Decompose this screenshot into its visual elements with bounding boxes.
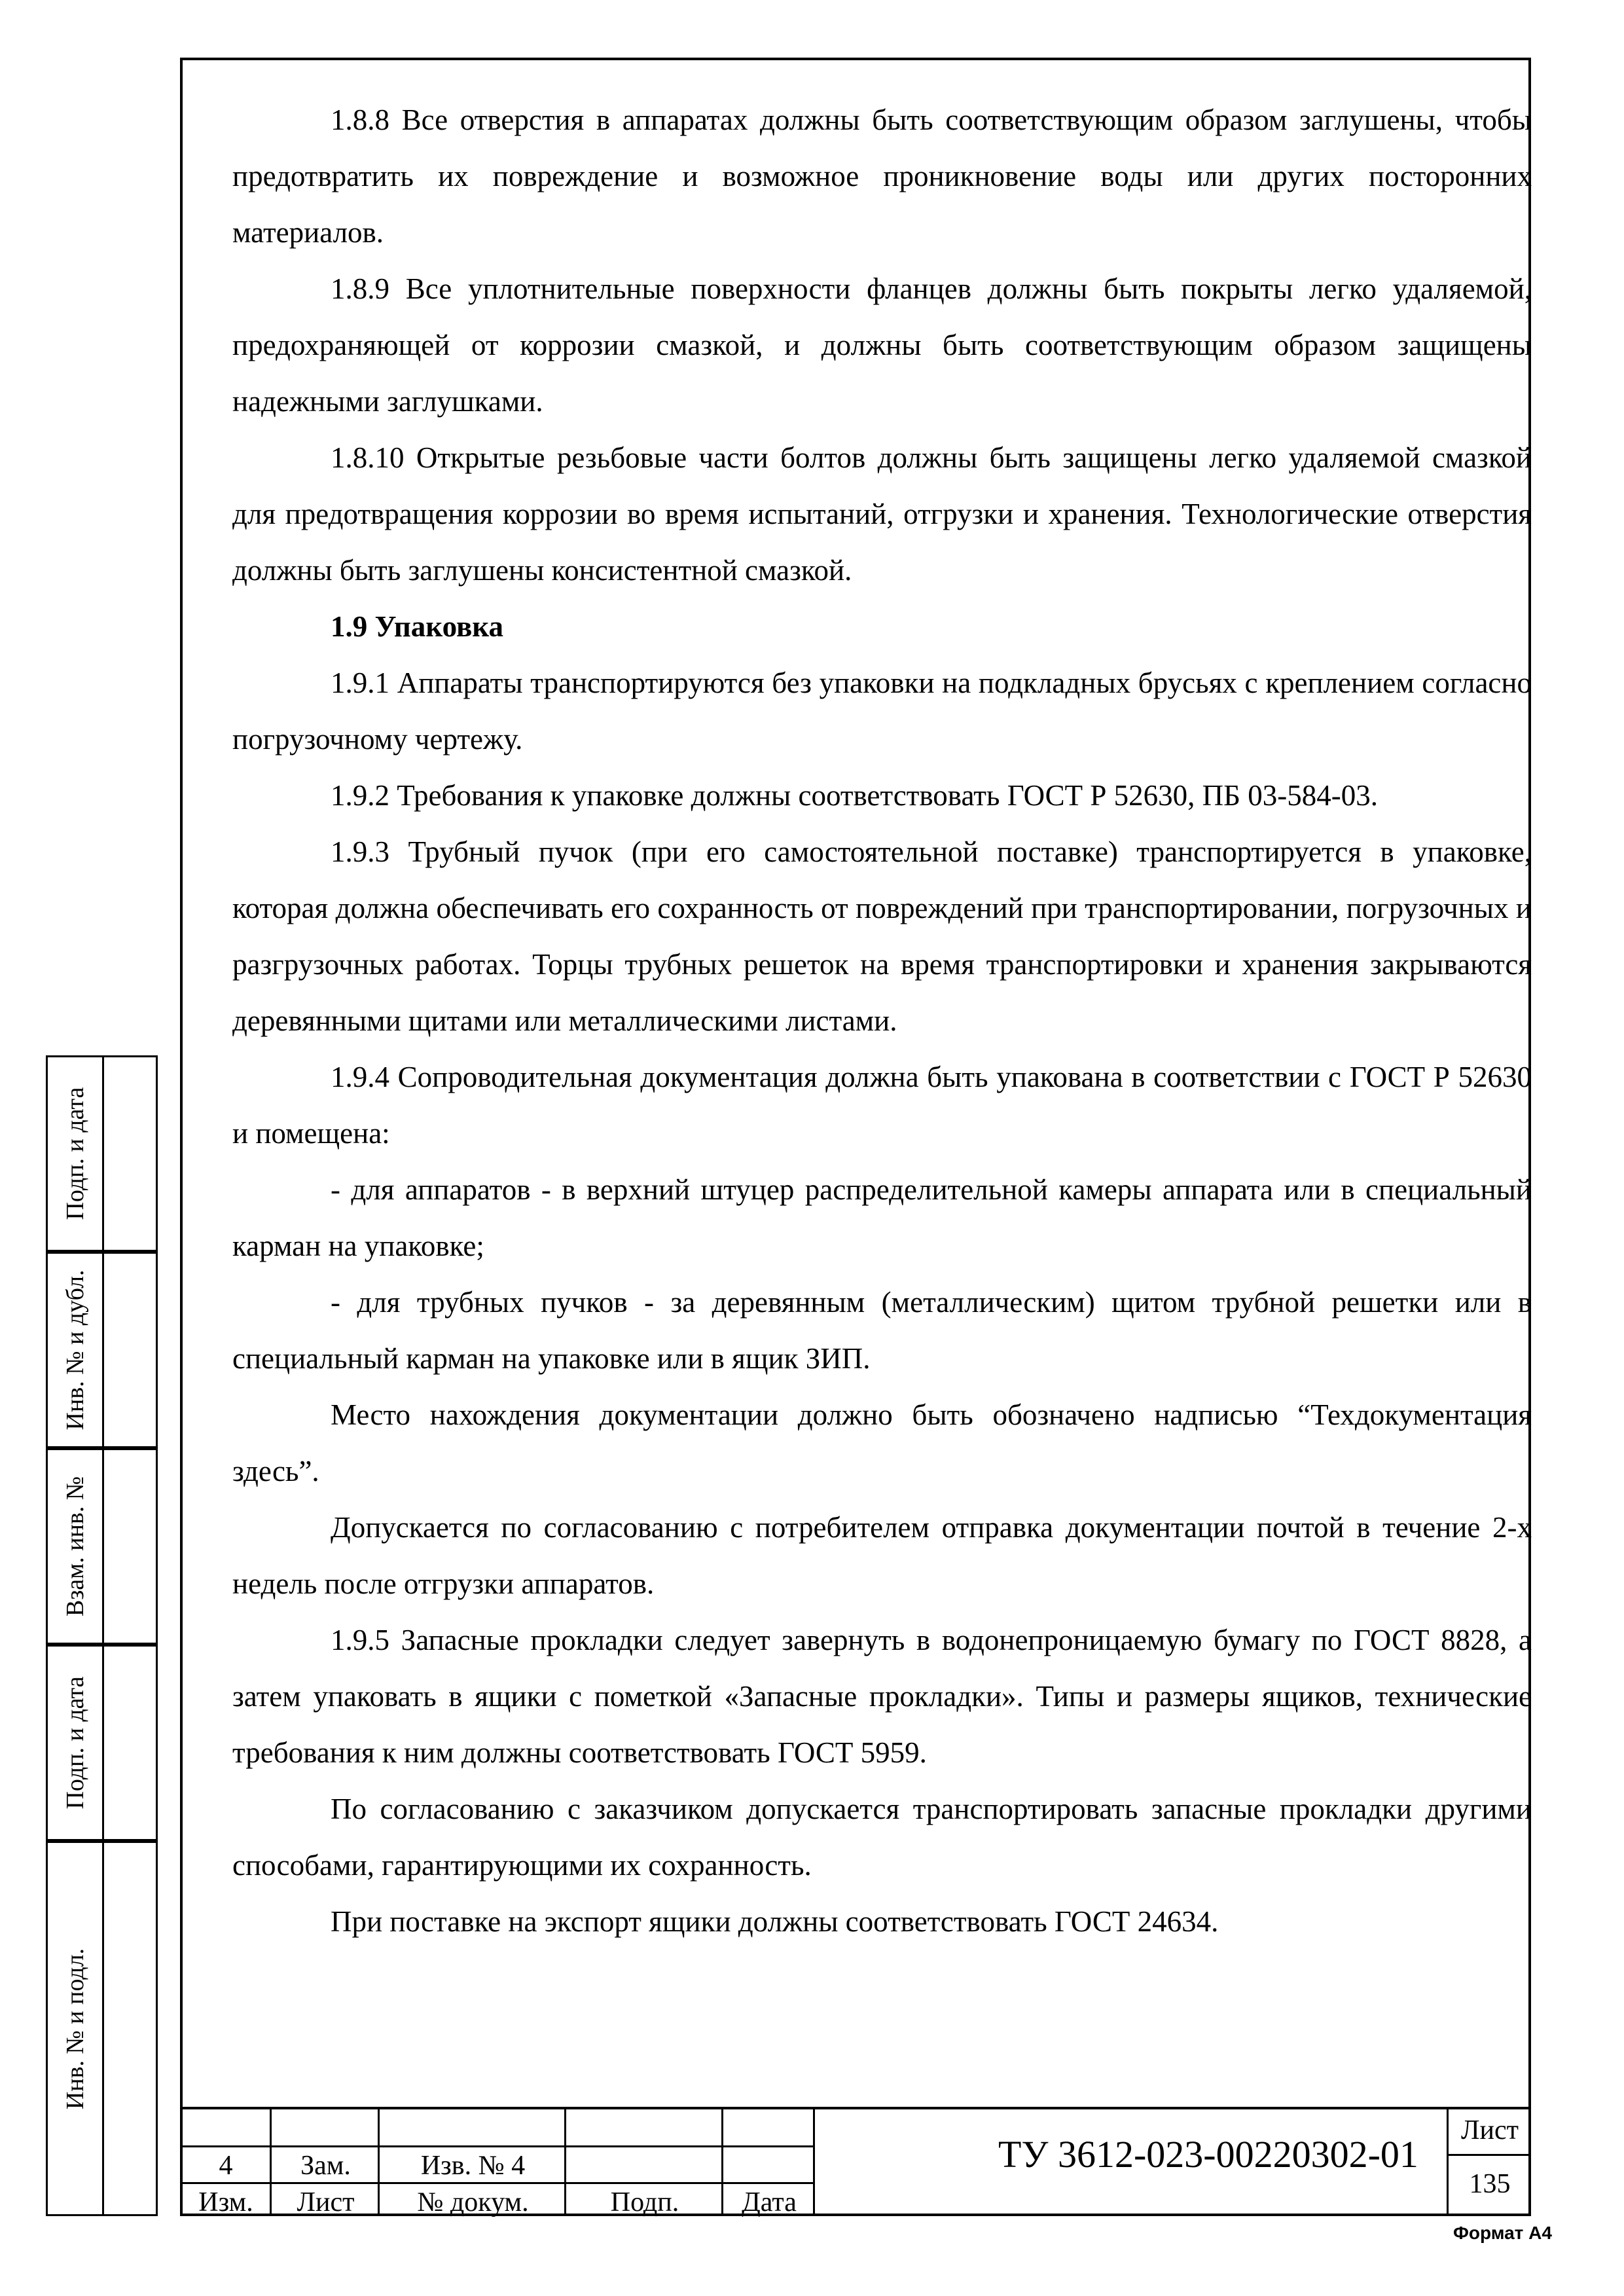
list-item-tube-bundles: - для трубных пучков - за деревянным (металлическим) щитом трубной решетки или в специальный карман на упаковке или в ящик ЗИП. xyxy=(232,1286,1532,1375)
paragraph-1-9-4: 1.9.4 Сопроводительная документация должна быть упакована в соответствии с ГОСТ Р 52630 и помещена: xyxy=(232,1061,1532,1150)
list-item-apparatus: - для аппаратов - в верхний штуцер распределительной камеры аппарата или в специальный карман на упаковке; xyxy=(232,1173,1532,1262)
izm-value: 4 xyxy=(219,2151,233,2181)
section-heading-1-9: 1.9 Упаковка xyxy=(331,610,504,643)
sheet-label: Лист xyxy=(1461,2115,1519,2145)
sheet-number: 135 xyxy=(1469,2169,1511,2199)
paragraph-1-9-1: 1.9.1 Аппараты транспортируются без упаковки на подкладных брусьях с креплением согласно погрузочному чертежу. xyxy=(232,666,1532,756)
list-value: Зам. xyxy=(300,2151,351,2181)
doc-header: № докум. xyxy=(417,2187,529,2217)
paragraph-doc-location: Место нахождения документации должно быть обозначено надписью “Техдокументация здесь”. xyxy=(232,1398,1532,1487)
paragraph-1-9-2: 1.9.2 Требования к упаковке должны соответствовать ГОСТ Р 52630, ПБ 03-584-03. xyxy=(331,779,1378,812)
title-block xyxy=(180,2107,1531,2216)
side-label: Подп. и дата xyxy=(61,1676,89,1810)
paragraph-export: При поставке на экспорт ящики должны соответствовать ГОСТ 24634. xyxy=(331,1905,1219,1938)
paragraph-1-8-10: 1.8.10 Открытые резьбовые части болтов должны быть защищены легко удаляемой смазкой для предотвращения коррозии во время испытаний, отгрузки и хранения. Технологические отверстия должны быть заглушены консистентной смазкой. xyxy=(232,441,1532,587)
side-block-podp-data-bottom xyxy=(46,1645,180,1841)
side-label: Взам. инв. № xyxy=(61,1476,89,1617)
paragraph-1-8-9: 1.8.9 Все уплотнительные поверхности фланцев должны быть покрыты легко удаляемой, предохраняющей от коррозии смазкой, и должны быть соответствующим образом защищены надежными заглушками. xyxy=(232,272,1532,418)
side-block-inv-dubl xyxy=(46,1252,180,1448)
paragraph-1-8-8: 1.8.8 Все отверстия в аппаратах должны быть соответствующим образом заглушены, чтобы предотвратить их повреждение и возможное проникновение воды или других посторонних материалов. xyxy=(232,103,1532,249)
paragraph-1-9-3: 1.9.3 Трубный пучок (при его самостоятельной поставке) транспортируется в упаковке, которая должна обеспечивать его сохранность от повреждений при транспортировании, погрузочных и разгрузочных работах. Торцы трубных решеток на время транспортировки и хранения закрываются деревянными щитами или металлическими листами. xyxy=(232,835,1532,1037)
paragraph-1-9-5: 1.9.5 Запасные прокладки следует завернуть в водонепроницаемую бумагу по ГОСТ 8828, а затем упаковать в ящики с пометкой «Запасные прокладки». Типы и размеры ящиков, технические требования к ним должны соответствовать ГОСТ 5959. xyxy=(232,1624,1532,1769)
side-label: Инв. № и дубл. xyxy=(61,1269,89,1430)
side-block-podp-data-top xyxy=(46,1055,180,1252)
side-block-vzam-inv xyxy=(46,1448,180,1645)
podp-header: Подп. xyxy=(610,2187,679,2217)
data-header: Дата xyxy=(742,2187,797,2217)
side-block-inv-podl xyxy=(46,1841,180,2216)
side-label: Подп. и дата xyxy=(61,1087,89,1220)
list-header: Лист xyxy=(297,2187,355,2217)
paragraph-mail-sending: Допускается по согласованию с потребителем отправка документации почтой в течение 2-х недель после отгрузки аппаратов. xyxy=(232,1511,1532,1600)
body-text xyxy=(232,92,1532,1950)
sheet-cell xyxy=(1447,2109,1531,2216)
format-label: Формат А4 xyxy=(1453,2223,1552,2243)
izm-header: Изм. xyxy=(198,2187,253,2217)
document-designation: ТУ 3612-023-00220302-01 xyxy=(998,2133,1418,2176)
paragraph-spare-gaskets: По согласованию с заказчиком допускается транспортировать запасные прокладки другими способами, гарантирующими их сохранность. xyxy=(232,1793,1532,1882)
doc-value: Изв. № 4 xyxy=(420,2151,526,2181)
side-label: Инв. № и подл. xyxy=(61,1948,89,2109)
